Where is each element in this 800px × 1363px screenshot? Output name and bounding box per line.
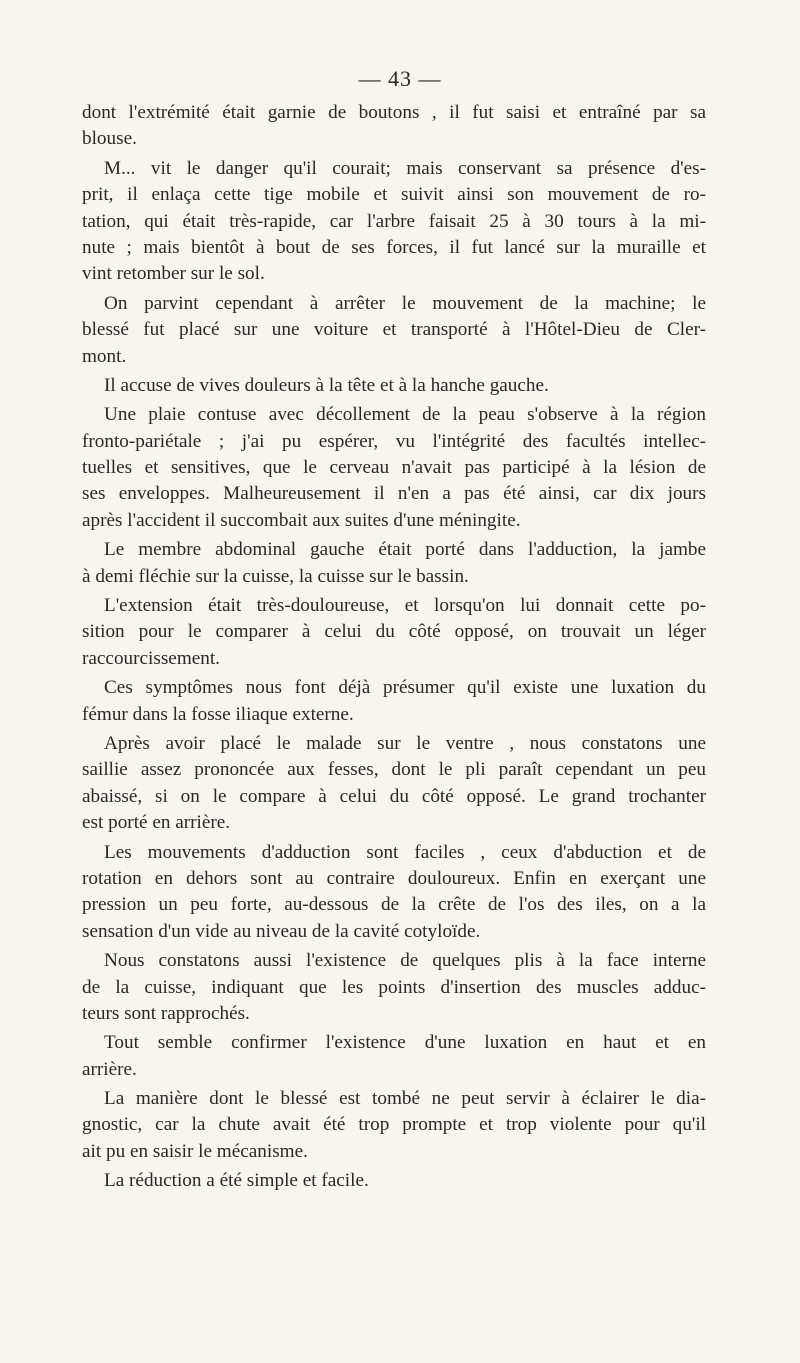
text-line: Les mouvements d'adduction sont faciles , ceux d'abduction et de <box>104 841 706 863</box>
text-line: Il accuse de vives douleurs à la tête et à la hanche gauche. <box>104 374 549 396</box>
text-line: Nous constatons aussi l'existence de quelques plis à la face interne <box>104 950 706 972</box>
text-line: La manière dont le blessé est tombé ne peut servir à éclairer le dia- <box>104 1088 706 1110</box>
text-line: dont l'extrémité était garnie de boutons , il fut saisi et entraîné par sa <box>82 102 706 123</box>
text-line: ses enveloppes. Malheureusement il n'en a pas été ainsi, car dix jours <box>82 483 706 505</box>
text-line: ait pu en saisir le mécanisme. <box>82 1140 308 1162</box>
text-line: nute ; mais bientôt à bout de ses forces, il fut lancé sur la muraille et <box>82 236 706 258</box>
text-line: Ces symptômes nous font déjà présumer qu'il existe une luxation du <box>104 677 706 699</box>
text-line: On parvint cependant à arrêter le mouvement de la machine; le <box>104 292 706 314</box>
text-line: à demi fléchie sur la cuisse, la cuisse sur le bassin. <box>82 565 469 587</box>
text-line: La réduction a été simple et facile. <box>104 1170 369 1192</box>
text-line: blessé fut placé sur une voiture et transporté à l'Hôtel-Dieu de Cler- <box>82 319 706 341</box>
text-line: arrière. <box>82 1058 137 1080</box>
text-line: Après avoir placé le malade sur le ventre , nous constatons une <box>104 732 706 754</box>
text-line: tation, qui était très-rapide, car l'arbre faisait 25 à 30 tours à la mi- <box>82 210 706 232</box>
text-line: Tout semble confirmer l'existence d'une luxation en haut et en <box>104 1032 706 1054</box>
text-line: est porté en arrière. <box>82 812 231 834</box>
text-line: Le membre abdominal gauche était porté dans l'adduction, la jambe <box>104 539 706 561</box>
text-line: M... vit le danger qu'il courait; mais conservant sa présence d'es- <box>104 157 706 179</box>
text-line: prit, il enlaça cette tige mobile et suivit ainsi son mouvement de ro- <box>82 184 706 206</box>
text-line: Une plaie contuse avec décollement de la peau s'observe à la région <box>104 404 706 426</box>
text-line: vint retomber sur le sol. <box>82 263 265 285</box>
text-line: raccourcissement. <box>82 647 220 669</box>
text-line: tuelles et sensitives, que le cerveau n'avait pas participé à la lésion de <box>82 457 706 479</box>
text-line: saillie assez prononcée aux fesses, dont le pli paraît cependant un peu <box>82 759 706 781</box>
text-line: fémur dans la fosse iliaque externe. <box>82 703 354 725</box>
text-line: sition pour le comparer à celui du côté opposé, on trouvait un léger <box>82 621 706 643</box>
text-line: après l'accident il succombait aux suites d'une méningite. <box>82 509 521 531</box>
text-line: mont. <box>82 345 127 367</box>
text-line: L'extension était très-douloureuse, et lorsqu'on lui donnait cette po- <box>104 595 706 617</box>
body-text <box>82 100 706 1195</box>
text-line: gnostic, car la chute avait été trop prompte et trop violente pour qu'il <box>82 1114 706 1136</box>
text-line: fronto-pariétale ; j'ai pu espérer, vu l'intégrité des facultés intellec- <box>82 430 706 452</box>
text-line: de la cuisse, indiquant que les points d'insertion des muscles adduc- <box>82 976 706 998</box>
text-line: pression un peu forte, au-dessous de la crête de l'os des iles, on a la <box>82 894 706 916</box>
text-line: blouse. <box>82 128 137 150</box>
text-line: rotation en dehors sont au contraire douloureux. Enfin en exerçant une <box>82 867 706 889</box>
text-line: abaissé, si on le compare à celui du côté opposé. Le grand trochanter <box>82 785 706 807</box>
text-line: sensation d'un vide au niveau de la cavité cotyloïde. <box>82 920 481 942</box>
text-line: teurs sont rapprochés. <box>82 1002 250 1024</box>
page-number: — 43 — <box>358 66 442 91</box>
